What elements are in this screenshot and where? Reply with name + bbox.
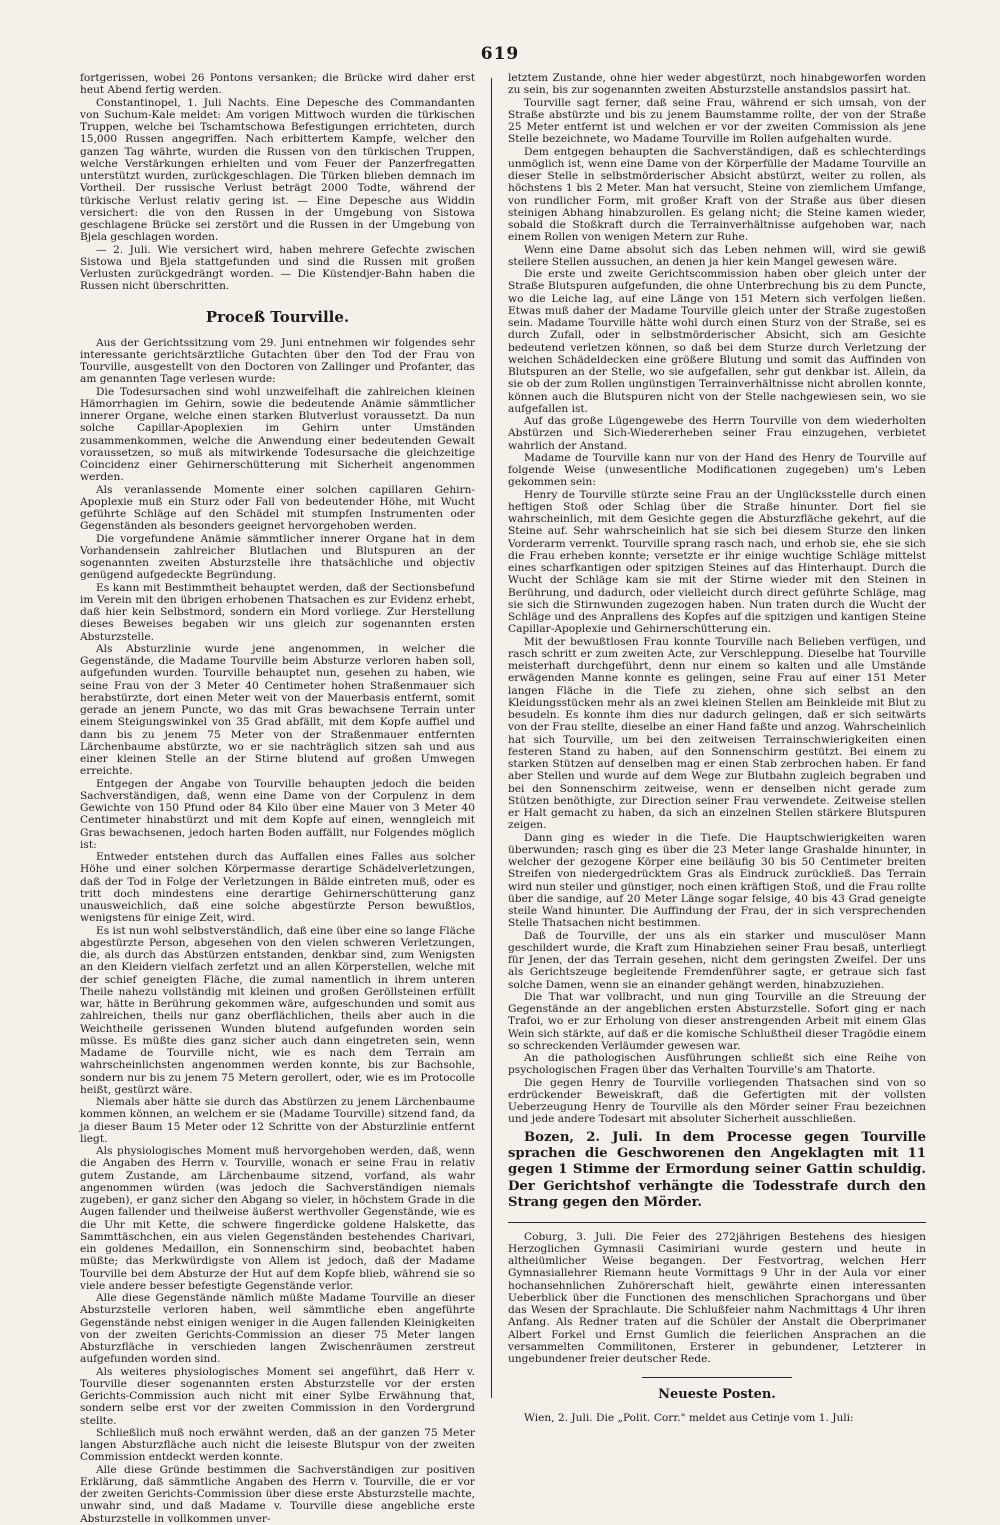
article-paragraph: Tourville sagt ferner, daß seine Frau, während er sich umsah, von der Straße abstürzte und bis zu jenem Baumstamme rollte, der von der Straße 25 Meter entfernt ist und welchen er vor der zweiten Commission als jene Stelle bezeichnete, wo Madame Tourville im Rollen aufgehalten wurde. (508, 96, 926, 146)
article-paragraph: Schließlich muß noch erwähnt werden, daß an der ganzen 75 Meter langen Absturzfläche auch nicht die leiseste Blutspur von der zweiten Commission entdeckt werden konnte. (80, 1426, 475, 1464)
article-paragraph: Als veranlassende Momente einer solchen capillaren Gehirn-Apoplexie muß ein Sturz oder Fall von bedeutender Höhe, mit Wucht geführte Schläge auf den Schädel mit stumpfen Instrumenten oder Gegenständen als besonders geeignet hervorgehoben werden. (80, 483, 475, 533)
article-paragraph: An die pathologischen Ausführungen schließt sich eine Reihe von psychologischen Fragen über das Verhalten Tourville's am Thatorte. (508, 1052, 926, 1077)
article-paragraph: Die That war vollbracht, und nun ging Tourville an die Streuung der Gegenstände an der angeblichen ersten Absturzstelle. Sofort ging er nach Trafoi, wo er zur Erholung von dieser anstrengenden Arbeit mit einem Glas Wein sich stärkte, auf daß er die komische Schlußtheil dieser Tragödie einem so schreckenden Verläumder gewesen war. (508, 990, 926, 1052)
article-paragraph: Entweder entstehen durch das Auffallen eines Falles aus solcher Höhe und einer solchen Körpermasse derartige Schädelverletzungen, daß der Tod in Folge der Verletzungen in Bälde eintreten muß, oder es tritt doch mindestens eine derartige Gehirnerschütterung ganz unausweichlich, daß eine solche abgestürzte Person bewußtlos, wenigstens für einige Zeit, wird. (80, 851, 475, 925)
article-paragraph: Alle diese Gründe bestimmen die Sachverständigen zur positiven Erklärung, daß sämmtliche Angaben des Herrn v. Tourville, die er vor der zweiten Gerichts-Commission über diese erste Absturzstelle machte, unwahr sind, und daß Madame v. Tourville diese angebliche erste Absturzstelle in vollkommen unver- (80, 1463, 475, 1525)
section-heading-tourville: Proceß Tourville. (205, 307, 350, 326)
news-paragraph: — 2. Juli. Wie versichert wird, haben mehrere Gefechte zwischen Sistowa und Bjela stattgefunden und sind die Russen mit großen Verlusten zurückgedrängt worden. — Die Küstendjer-Bahn haben die Russen nicht überschritten. (80, 243, 475, 293)
article-paragraph: Aus der Gerichtssitzung vom 29. Juni entnehmen wir folgendes sehr interessante gerichtsärztliche Gutachten über den Tod der Frau von Tourville, ausgestellt von den Doctoren von Zallinger und Profanter, das am genannten Tage verlesen wurde: (80, 336, 475, 386)
article-paragraph: Als Absturzlinie wurde jene angenommen, in welcher die Gegenstände, die Madame Tourville beim Absturze verloren haben soll, aufgefunden wurden. Tourville behauptet nun, gesehen zu haben, wie seine Frau von der 3 Meter 40 Centimeter hohen Straßenmauer sich herabstürzte, dort einen Meter weit von der Mauerbasis entfernt, somit gerade an jenem Puncte, wo das mit Gras bewachsene Terrain unter einem Steigungswinkel von 35 Grad abfällt, mit dem Kopfe auffiel und dann bis zu jenem 75 Meter von der Straßenmauer entfernten Lärchenbaume abstürzte, wo er sie nachträglich sitzen sah und aus einer kleinen Stelle an der Stirne blutend auf großen Umwegen erreichte. (80, 642, 475, 778)
article-paragraph: Es ist nun wohl selbstverständlich, daß eine über eine so lange Fläche abgestürzte Person, abgesehen von den vielen schweren Verletzungen, die, als durch das Abstürzen entstanden, denkbar sind, zum Wenigsten an den Kleidern vielfach zerfetzt und an allen Körperstellen, welche mit der schief geneigten Fläche, die zumal namentlich in ihrem unteren Theile nahezu vollständig mit kleinen und großen Geröllsteinen erfüllt war, hätte in Berührung gekommen wäre, aufgeschunden und somit aus zahlreichen, theils nur ganz oberflächlichen, theils aber auch in die Weichtheile gerissenen Wunden blutend aufgefunden worden sein müsse. Es müßte dies ganz sicher auch dann eingetreten sein, wenn Madame de Tourville nicht, wie es nach dem Terrain am wahrscheinlichsten angenommen werden konnte, bis zur Bachsohle, sondern nur bis zu jenem 75 Metern gerollert, oder, wie es im Protocolle heißt, gestürzt wäre. (80, 924, 475, 1096)
article-paragraph: Die Todesursachen sind wohl unzweifelhaft die zahlreichen kleinen Hämorrhagien im Gehirn, sowie die bedeutende Anämie sämmtlicher innerer Organe, welche einen starken Blutverlust voraussetzt. Da nun solche Capillar-Apoplexien im Gehirn unter Umständen zusammenkommen, welche die Anwendung einer bedeutenden Gewalt voraussetzen, so muß als mitwirkende Todesursache die gleichzeitige Coincidenz einer Gehirnerschütterung mit Sicherheit angenommen werden. (80, 385, 475, 484)
article-paragraph: Madame de Tourville kann nur von der Hand des Henry de Tourville auf folgende Weise (unwesentliche Modificationen zugegeben) um's Leben gekommen sein: (508, 451, 926, 489)
verdict-paragraph: Bozen, 2. Juli. In dem Processe gegen Tourville sprachen die Geschworenen den Angeklagten mit 11 gegen 1 Stimme der Ermordung seiner Gattin schuldig. Der Gerichtshof verhängte die Todesstrafe durch den Strang gegen den Mörder. (508, 1129, 926, 1211)
column-divider (491, 78, 492, 1398)
article-paragraph: Als weiteres physiologisches Moment sei angeführt, daß Herr v. Tourville dieser sogenannten ersten Absturzstelle vor der ersten Gerichts-Commission auch nicht mit einer Sylbe Erwähnung that, sondern selbe erst vor der zweiten Commission in den Vordergrund stellte. (80, 1365, 475, 1427)
article-paragraph: Es kann mit Bestimmtheit behauptet werden, daß der Sectionsbefund im Verein mit den übrigen erhobenen Thatsachen es zur Evidenz erhebt, daß hier kein Selbstmord, sondern ein Mord vorliege. Zur Herstellung dieses Beweises begaben wir uns gleich zur sogenannten ersten Absturzstelle. (80, 581, 475, 643)
separator-rule (642, 1377, 792, 1378)
article-paragraph: Henry de Tourville stürzte seine Frau an der Unglücksstelle durch einen heftigen Stoß oder Schlag über die Straße hinunter. Dort fiel sie wahrscheinlich, mit dem Gesichte gegen die Absturzfläche gekehrt, auf die Steine auf. Sehr wahrscheinlich hat sie sich bei diesem Sturze den linken Vorderarm verrenkt. Tourville sprang rasch nach, und erhob sie, ehe sie sich die Frau erheben konnte; versetzte er ihr einige wuchtige Schläge mittelst eines scharfkantigen oder spitzigen Steines auf das Hinterhaupt. Durch die Wucht der Schläge kam sie mit der Stirne wieder mit den Steinen in Berührung, und dadurch, oder vielleicht durch direct geführte Schläge, mag sie sich die Stirnwunden zugezogen haben. Nun traten durch die Wucht der Schläge und des Anprallens des Kopfes auf die spitzigen und kantigen Steine Capillar-Apoplexie und Gehirnerschütterung ein. (508, 488, 926, 636)
article-paragraph: Wenn eine Dame absolut sich das Leben nehmen will, wird sie gewiß steilere Stellen aussuchen, an denen ja hier kein Mangel gewesen wäre. (508, 243, 926, 268)
article-paragraph: Daß de Tourville, der uns als ein starker und musculöser Mann geschildert wurde, die Kraft zum Hinabziehen seiner Frau besaß, unterliegt für Jenen, der das Terrain gesehen, nicht dem geringsten Zweifel. Der uns als Gerichtszeuge begleitende Fremdenführer sagte, er getraue sich fast solche Damen, wenn sie an einander gehängt werden, hinabzuziehen. (508, 929, 926, 991)
article-paragraph: Dem entgegen behaupten die Sachverständigen, daß es schlechterdings unmöglich ist, wenn eine Dame von der Körperfülle der Madame Tourville an dieser Stelle in selbstmörderischer Absicht abstürzt, weiter zu rollen, als höchstens 1 bis 2 Meter. Man hat versucht, Steine von ziemlichem Umfange, von rundlicher Form, mit großer Kraft von der Straße aus über diesen steinigen Abhang hinabzurollen. Es gelang nicht; die Steine kamen wieder, sobald die Stoßkraft durch die Terrainverhältnisse aufgehoben war, nach einem Rollen von wenigen Metern zur Ruhe. (508, 145, 926, 244)
article-paragraph: Entgegen der Angabe von Tourville behaupten jedoch die beiden Sachverständigen, daß, wenn eine Dame von der Corpulenz in dem Gewichte von 150 Pfund oder 84 Kilo über eine Mauer von 3 Meter 40 Centimeter hinabstürzt und mit dem Kopfe auf einen, wenngleich mit Gras bewachsenen, jedoch harten Boden auffällt, nur Folgendes möglich ist: (80, 777, 475, 851)
article-paragraph: Mit der bewußtlosen Frau konnte Tourville nach Belieben verfügen, und rasch schritt er zum zweiten Acte, zur Verschleppung. Dieselbe hat Tourville meisterhaft durchgeführt, denn nur einem so kalten und alle Umstände erwägenden Manne konnte es gelingen, seine Frau auf einer 151 Meter langen Fläche in die Tiefe zu ziehen, ohne sich selbst an den Kleidungsstücken mehr als an zwei kleinen Stellen am Beinkleide mit Blut zu besudeln. Es konnte ihm dies nur dadurch gelingen, daß er sich seitwärts von der Frau stellte, dieselbe an einer Hand faßte und anzog. Wahrscheinlich hat sich Tourville, um bei den zeitweisen Terrainschwierigkeiten einen festeren Stand zu haben, auf den Sonnenschirm gestützt. Bei einem zu starken Stützen auf denselben mag er einen Stab zerbrochen haben. Er fand aber Stellen und wurde auf dem Wege zur Blutbahn zugleich begraben und bei den Sonnenschirm zeitweise, wenn er denselben nicht gerade zum Stützen benöthigte, zur Direction seiner Frau verwendete. Zeitweise stellen er Halt gemacht zu haben, da sich an einzelnen Stellen stärkere Blutspuren zeigen. (508, 635, 926, 832)
article-paragraph: Die vorgefundene Anämie sämmtlicher innerer Organe hat in dem Vorhandensein zahlreicher Blutlachen und Blutspuren an der sogenannten zweiten Absturzstelle ihre thatsächliche und objectiv genügend aufgedeckte Begründung. (80, 532, 475, 582)
article-paragraph: Dann ging es wieder in die Tiefe. Die Hauptschwierigkeiten waren überwunden; rasch ging es über die 23 Meter lange Grashalde hinunter, in welcher der gezogene Körper eine beiläufig 30 bis 50 Centimeter breiten Streifen von niedergedrücktem Gras als Eindruck zurückließ. Das Terrain wird nun steiler und günstiger, noch einen kräftigen Stoß, und die Frau rollte über die sandige, auf 20 Meter Länge sogar felsige, 40 bis 43 Grad geneigte steile Wand hinunter. Die Auffindung der Frau, der in sich versprechenden Stelle Thatsachen nicht bestimmen. (508, 831, 926, 930)
article-paragraph: Alle diese Gegenstände nämlich müßte Madame Tourville an dieser Absturzstelle verloren haben, weil sämmtliche eben angeführte Gegenstände nebst einigen weniger in die Augen fallenden Kleinigkeiten von der zweiten Gerichts-Commission an dieser 75 Meter langen Absturzfläche in verschieden langen Zwischenräumen zerstreut aufgefunden worden sind. (80, 1292, 475, 1366)
wien-paragraph: Wien, 2. Juli. Die „Polit. Corr." meldet aus Cetinje vom 1. Juli: (524, 1412, 854, 1425)
left-column (80, 72, 475, 1525)
coburg-paragraph: Coburg, 3. Juli. Die Feier des 272jährigen Bestehens des hiesigen Herzoglichen Gymnasii Casimiriani wurde gestern und heute in altheiümlicher Weise begangen. Der Festvortrag, welchen Herr Gymnasiallehrer Riemann heute Vormittags 9 Uhr in der Aula vor einer hochansehnlichen Zuhörerschaft hielt, gewährte einen interessanten Ueberblick über die Functionen des menschlichen Sprachorgans und über das Wesen der Sprachlaute. Die Schlußfeier nahm Nachmittags 4 Uhr ihren Anfang. Als Redner traten auf die Schüler der Anstalt die Oberprimaner Albert Forkel und Ernst Gumlich die feierlichen Ansprachen an die versammelten Commilitonen, Ersterer in gebundener, Letzterer in ungebundener freier deutscher Rede. (508, 1222, 926, 1366)
right-column (508, 72, 926, 1425)
article-paragraph: Als physiologisches Moment muß hervorgehoben werden, daß, wenn die Angaben des Herrn v. Tourville, wonach er seine Frau in relativ gutem Zustande, am Lärchenbaume sitzend, vorfand, als wahr angenommen würden (was jedoch die Sachverständigen niemals zugeben), er ganz sicher den Abgang so vieler, in höchstem Grade in die Augen fallender und theilweise äußerst werthvoller Gegenstände, wie es die Uhr mit Kette, die schwere fingerdicke goldene Halskette, das Sammttäschchen, ein aus vielen Gegenständen bestehendes Charivari, ein goldenes Medaillon, ein Sonnenschirm sind, beobachtet haben müßte; das Merkwürdigste von Allem ist jedoch, daß der Madame Tourville bei dem Absturze der Hut auf dem Kopfe blieb, während sie so viele andere besser befestigte Gegenstände verlor. (80, 1145, 475, 1292)
section-heading-neueste-posten: Neueste Posten. (658, 1387, 776, 1403)
article-paragraph: Auf das große Lügengewebe des Herrn Tourville von dem wiederholten Abstürzen und Sich-Wiedererheben seiner Frau einzugehen, verbietet wahrlich der Anstand. (508, 415, 926, 452)
article-paragraph: Die gegen Henry de Tourville vorliegenden Thatsachen sind von so erdrückender Beweiskraft, daß die Gefertigten mit der vollsten Ueberzeugung Henry de Tourville als den Mörder seiner Frau bezeichnen und jede andere Todesart mit absoluter Sicherheit ausschließen. (508, 1076, 926, 1126)
article-paragraph: Die erste und zweite Gerichtscommission haben ober gleich unter der Straße Blutspuren aufgefunden, die ohne Unterbrechung bis zu dem Puncte, wo die Leiche lag, auf eine Länge von 151 Metern sich verfolgen ließen. Etwas muß daher der Madame Tourville gleich unter der Straße zugestoßen sein. Madame Tourville hätte wohl durch einen Sturz von der Straße, sei es durch Zufall, oder in selbstmörderischer Absicht, sich am Gesichte bedeutend verletzen können, so daß bei dem Sturze durch Verletzung der weichen Schädeldecken eine größere Blutung und somit das Auffinden von Blutspuren an der Stelle, wo sie aufgefallen, sehr gut denkbar ist. Allein, da sie ob der zum Rollen ungünstigen Terrainverhältnisse nicht abrollen konnte, können auch die Blutspuren nicht von der Stelle nachgewiesen sein, wo sie aufgefallen ist. (508, 268, 926, 415)
news-paragraph: Constantinopel, 1. Juli Nachts. Eine Depesche des Commandanten von Suchum-Kale meldet: Am vorigen Mittwoch wurden die türkischen Truppen, welche bei Tschamtschowa Befestigungen errichteten, durch 15,000 Russen angegriffen. Nach erbittertem Kampfe, welcher den ganzen Tag währte, wurden die Russen von den türkischen Truppen, welche Verstärkungen erhielten und vom Feuer der Panzerfregatten unterstützt wurden, zurückgeschlagen. Die Türken blieben demnach im Vortheil. Der russische Verlust beträgt 2000 Todte, während der türkische Verlust relativ gering ist. — Eine Depesche aus Widdin versichert: die von den Russen in der Umgebung von Sistowa geschlagene Brücke sei zerstört und die Russen in der Umgebung von Bjela geschlagen worden. (80, 96, 475, 244)
article-paragraph: letztem Zustande, ohne hier weder abgestürzt, noch hinabgeworfen worden zu sein, bis zur sogenannten zweiten Absturzstelle anstandslos passirt hat. (508, 72, 926, 97)
article-paragraph: Niemals aber hätte sie durch das Abstürzen zu jenem Lärchenbaume kommen können, an welchem er sie (Madame Tourville) sitzend fand, da ja dieser Baum 15 Meter oder 12 Schritte von der Absturzlinie entfernt liegt. (80, 1096, 475, 1145)
page-number: 619 (480, 44, 520, 64)
news-paragraph: fortgerissen, wobei 26 Pontons versanken; die Brücke wird daher erst heut Abend fertig werden. (80, 72, 475, 97)
